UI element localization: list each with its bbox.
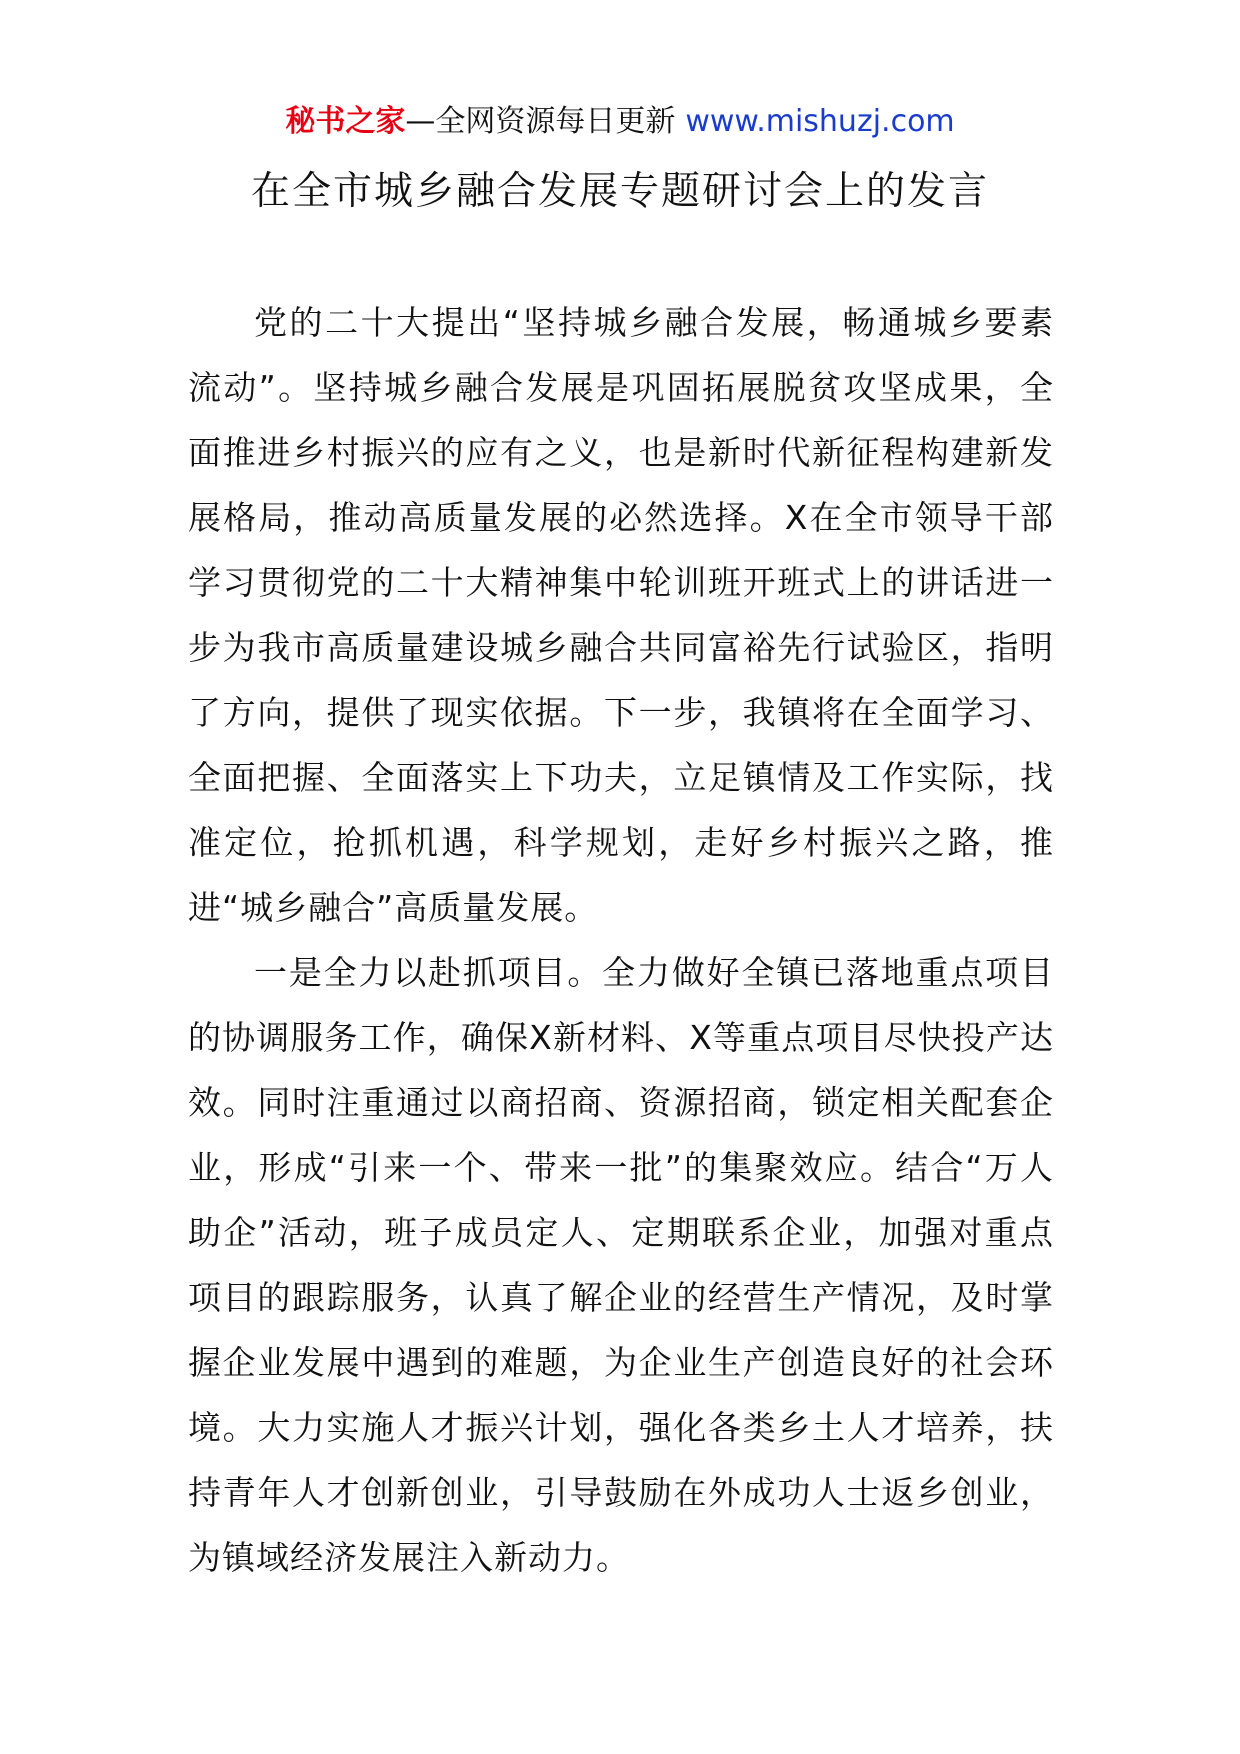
site-url-link[interactable]: www.mishuzj.com: [685, 104, 955, 139]
header-dash: —: [405, 104, 436, 139]
header-slogan: 全网资源每日更新: [435, 104, 676, 139]
document-title: 在全市城乡融合发展专题研讨会上的发言: [250, 169, 989, 214]
paragraph-projects: 一是全力以赴抓项目。全力做好全镇已落地重点项目的协调服务工作，确保X新材料、X等重点项目尽快投产达效。同时注重通过以商招商、资源招商，锁定相关配套企业，形成“引来一个、带来一批”的集聚效应。结合“万人助企”活动，班子成员定人、定期联系企业，加强对重点项目的跟踪服务，认真了解企业的经营生产情况，及时掌握企业发展中遇到的难题，为企业生产创造良好的社会环境。大力实施人才振兴计划，强化各类乡土人才培养，扶持青年人才创新创业，引导鼓励在外成功人士返乡创业，为镇域经济发展注入新动力。: [188, 953, 1054, 1577]
paragraph-intro: 党的二十大提出“坚持城乡融合发展，畅通城乡要素流动”。坚持城乡融合发展是巩固拓展脱贫攻坚成果，全面推进乡村振兴的应有之义，也是新时代新征程构建新发展格局，推动高质量发展的必然选择。X在全市领导干部学习贯彻党的二十大精神集中轮训班开班式上的讲话进一步为我市高质量建设城乡融合共同富裕先行试验区，指明了方向，提供了现实依据。下一步，我镇将在全面学习、全面把握、全面落实上下功夫，立足镇情及工作实际，找准定位，抢抓机遇，科学规划，走好乡村振兴之路，推进“城乡融合”高质量发展。: [188, 303, 1054, 927]
site-header: [0, 100, 1240, 144]
document-body: [188, 290, 1054, 1590]
brand-name: 秘书之家: [285, 104, 406, 139]
